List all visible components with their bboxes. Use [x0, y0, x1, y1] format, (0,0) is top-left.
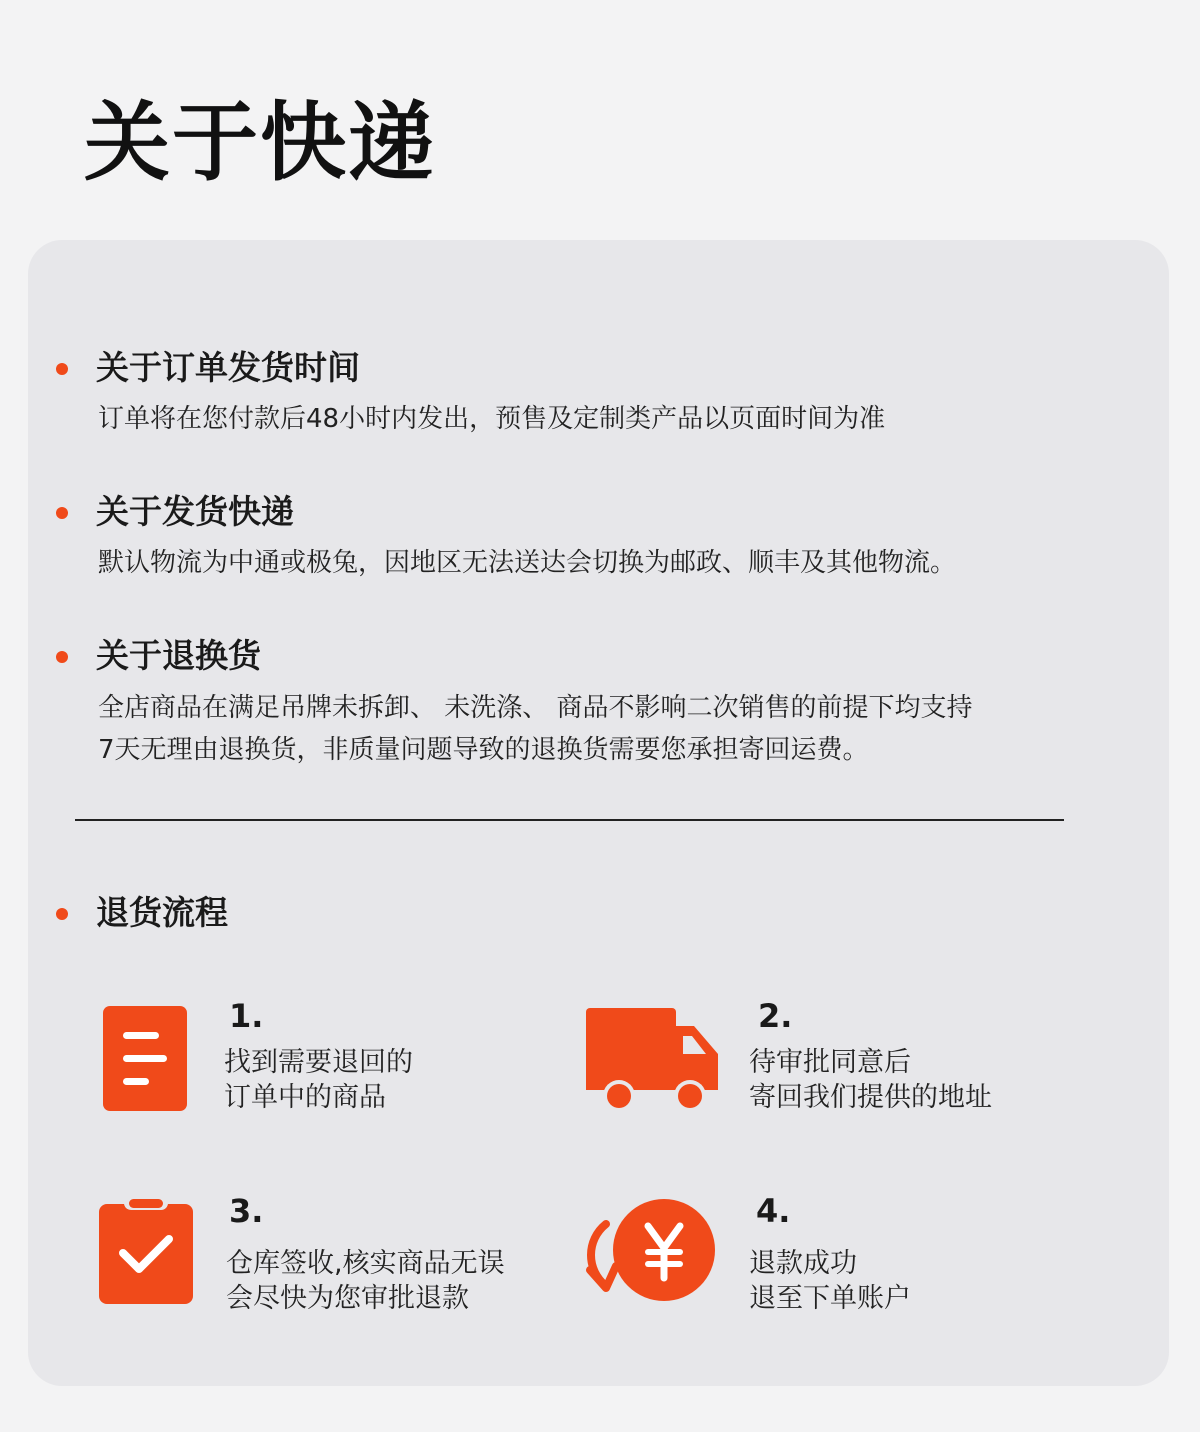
step-text: 待审批同意后	[749, 1047, 911, 1078]
step-number: 1.	[229, 997, 264, 1035]
delivery-truck-icon	[586, 1008, 720, 1112]
step-number: 3.	[229, 1192, 264, 1230]
yuan-refund-icon	[576, 1198, 718, 1304]
step-text: 寄回我们提供的地址	[749, 1082, 992, 1113]
section-title-shipping-time: 关于订单发货时间	[96, 348, 360, 387]
section-bullet	[56, 363, 68, 375]
step-text: 会尽快为您审批退款	[226, 1283, 469, 1314]
step-text: 退款成功	[749, 1248, 857, 1279]
section-text-returns-line2: 7天无理由退换货，非质量问题导致的退换货需要您承担寄回运费。	[98, 735, 869, 765]
step-text: 找到需要退回的	[224, 1047, 413, 1078]
step-text: 订单中的商品	[224, 1082, 386, 1113]
clipboard-check-icon	[99, 1196, 193, 1304]
step-text: 退至下单账户	[749, 1283, 911, 1314]
section-title-returns: 关于退换货	[96, 636, 261, 675]
step-number: 2.	[758, 997, 793, 1035]
document-list-icon	[103, 1006, 187, 1111]
section-bullet	[56, 651, 68, 663]
section-title-return-process: 退货流程	[96, 893, 228, 932]
section-bullet	[56, 908, 68, 920]
section-text-shipping-time: 订单将在您付款后48小时内发出，预售及定制类产品以页面时间为准	[98, 404, 886, 434]
step-text: 仓库签收,核实商品无误	[226, 1248, 505, 1279]
section-bullet	[56, 507, 68, 519]
divider	[75, 819, 1064, 821]
section-text-returns-line1: 全店商品在满足吊牌未拆卸、 未洗涤、 商品不影响二次销售的前提下均支持	[98, 693, 973, 723]
step-number: 4.	[756, 1192, 791, 1230]
section-title-courier: 关于发货快递	[96, 492, 294, 531]
page-title: 关于快递	[84, 93, 436, 193]
section-text-courier: 默认物流为中通或极兔，因地区无法送达会切换为邮政、顺丰及其他物流。	[98, 548, 957, 578]
